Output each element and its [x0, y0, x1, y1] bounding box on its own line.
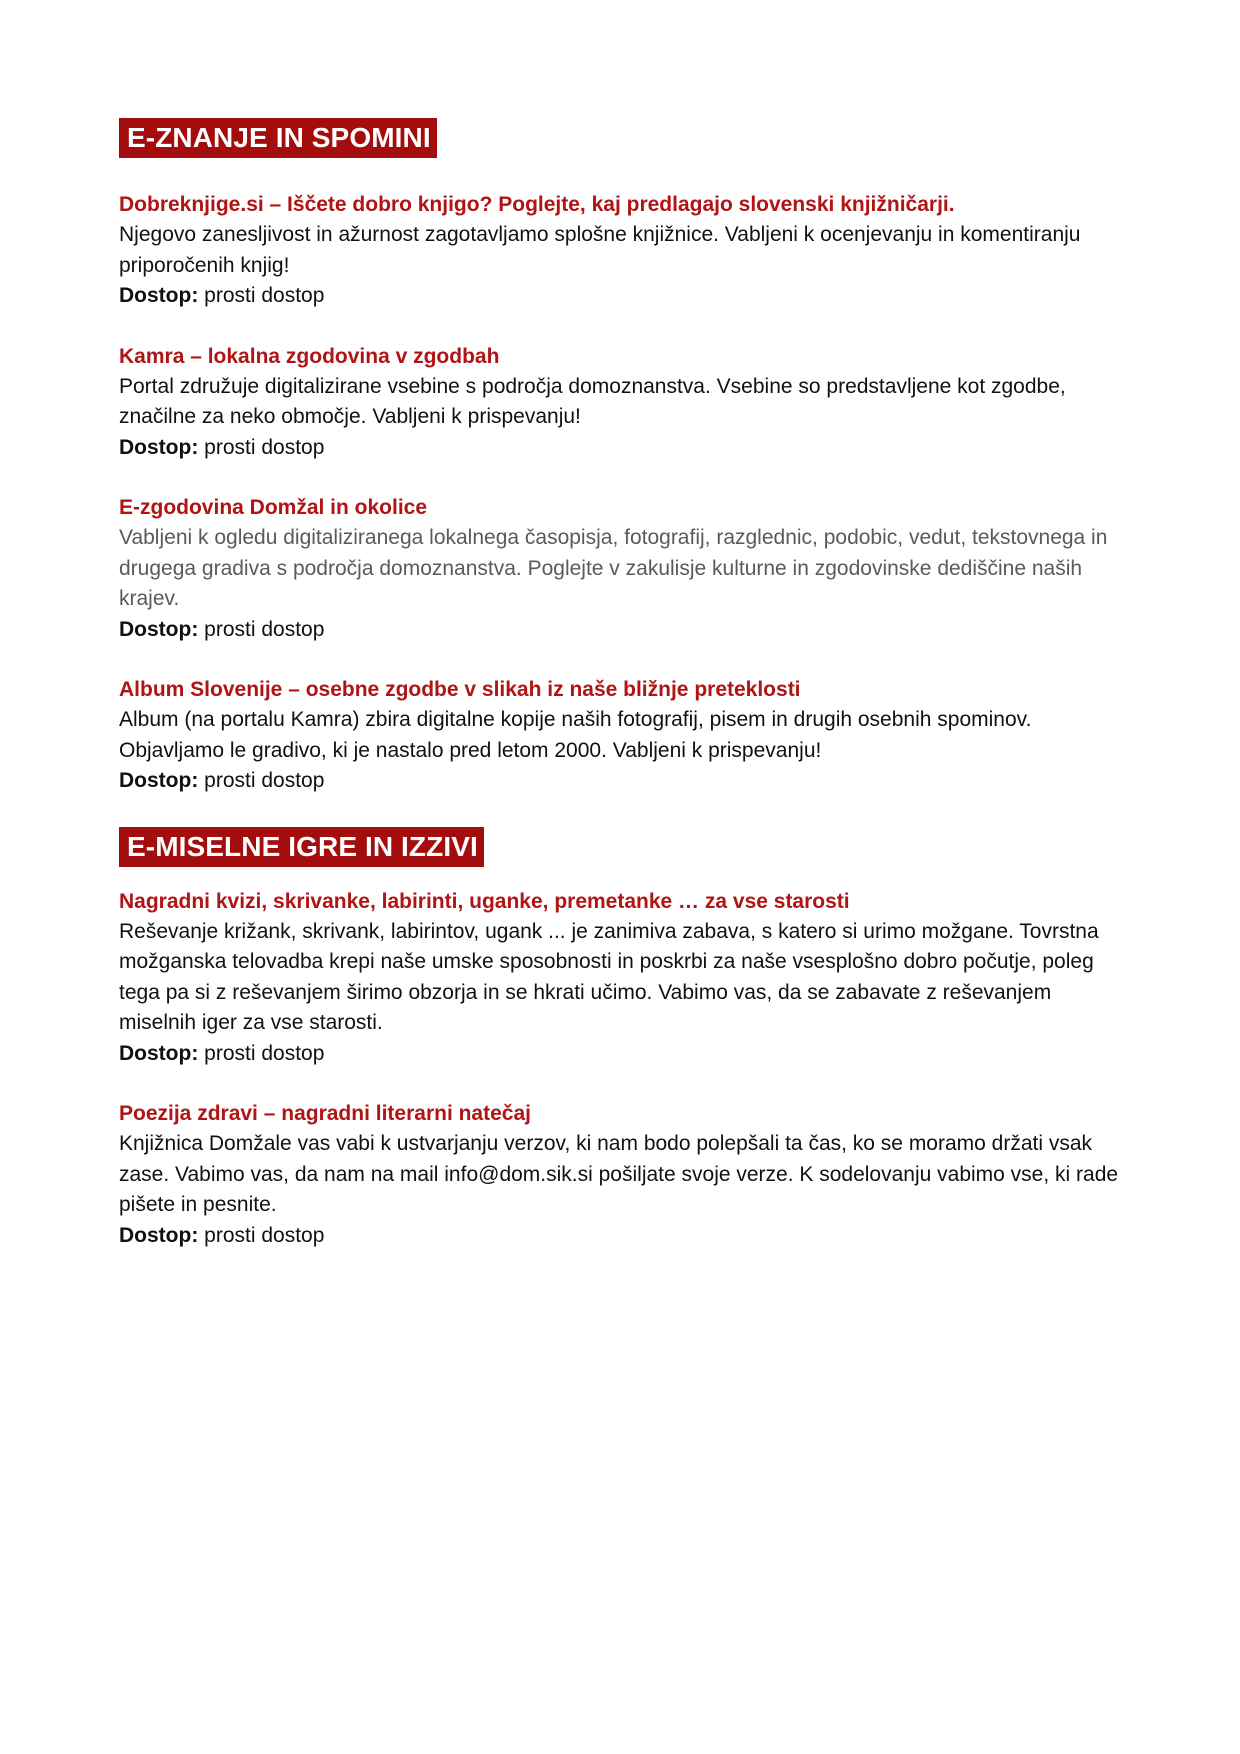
entry-description: Reševanje križank, skrivank, labirintov, ugank ... je zanimiva zabava, s katero si urimo možgane. Tovrstna možganska telovadba krepi naše umske sposobnosti in poskrbi za naše vsesplošno dobro počutje, poleg tega pa si z reševanjem širimo obzorja in se hkrati učimo. Vabimo vas, da se zabavate z reševanjem miselnih iger za vse starosti.: [119, 919, 1099, 1034]
entry-access: [119, 1039, 1129, 1070]
access-value: prosti dostop: [204, 617, 325, 641]
access-label: Dostop:: [119, 1223, 199, 1247]
access-value: prosti dostop: [204, 1041, 325, 1065]
access-label: Dostop:: [119, 435, 199, 459]
access-label: Dostop:: [119, 617, 199, 641]
access-label: Dostop:: [119, 284, 199, 307]
section-heading-wrapper: [119, 827, 1129, 867]
entry-title-link[interactable]: E-zgodovina Domžal in okolice: [119, 496, 428, 519]
entry-title-link[interactable]: Kamra – lokalna zgodovina v zgodbah: [119, 344, 500, 368]
entry-title-link[interactable]: Album Slovenije – osebne zgodbe v slikah iz naše bližnje preteklosti: [119, 678, 801, 701]
entry-title-link[interactable]: Poezija zdravi – nagradni literarni natečaj: [119, 1102, 531, 1125]
entry-description: Portal združuje digitalizirane vsebine s področja domoznanstva. Vsebine so predstavljene kot zgodbe, značilne za neko območje. Vabljeni k prispevanju!: [119, 374, 1066, 428]
entry-nagradni-kvizi: [119, 887, 1129, 1070]
entry-kamra: [119, 342, 1129, 464]
entry-description: Album (na portalu Kamra) zbira digitalne kopije naših fotografij, pisem in drugih osebnih spominov. Objavljamo le gradivo, ki je nastalo pred letom 2000. Vabljeni k prispevanju!: [119, 708, 1032, 762]
access-value: prosti dostop: [204, 284, 325, 307]
entry-access: [119, 433, 1129, 464]
entry-e-zgodovina: [119, 493, 1129, 645]
section-heading-e-miselne-igre: E-MISELNE IGRE IN IZZIVI: [119, 827, 484, 867]
entry-access: [119, 615, 1129, 646]
access-value: prosti dostop: [204, 1223, 325, 1247]
document-page: [119, 118, 1129, 1281]
entry-access: [119, 281, 1129, 312]
entry-album-slovenije: [119, 675, 1129, 797]
entry-access: [119, 766, 1129, 797]
entry-description: Njegovo zanesljivost in ažurnost zagotavljamo splošne knjižnice. Vabljeni k ocenjevanju in komentiranju priporočenih knjig!: [119, 223, 1081, 277]
entry-description: Knjižnica Domžale vas vabi k ustvarjanju verzov, ki nam bodo polepšali ta čas, ko se moramo držati vsak zase. Vabimo vas, da nam na mail info@dom.sik.si pošiljate svoje verze. K sodelovanju vabimo vse, ki rade pišete in pesnite.: [119, 1132, 1119, 1216]
entry-title-link[interactable]: Dobreknjige.si – Iščete dobro knjigo? Poglejte, kaj predlagajo slovenski knjižničarji.: [119, 193, 955, 216]
entry-title-link[interactable]: Nagradni kvizi, skrivanke, labirinti, uganke, premetanke … za vse starosti: [119, 889, 850, 913]
entry-access: [119, 1221, 1129, 1252]
entry-poezija-zdravi: [119, 1099, 1129, 1251]
access-label: Dostop:: [119, 769, 199, 792]
access-value: prosti dostop: [204, 435, 325, 459]
entry-description: Vabljeni k ogledu digitaliziranega lokalnega časopisja, fotografij, razglednic, podobic, vedut, tekstovnega in drugega gradiva s področja domoznanstva. Poglejte v zakulisje kulturne in zgodovinske dediščine naših krajev.: [119, 526, 1108, 610]
access-value: prosti dostop: [204, 769, 325, 792]
entry-dobreknjige: [119, 190, 1129, 312]
section-heading-wrapper: [119, 118, 1129, 158]
section-heading-e-znanje: E-ZNANJE IN SPOMINI: [119, 118, 437, 158]
access-label: Dostop:: [119, 1041, 199, 1065]
